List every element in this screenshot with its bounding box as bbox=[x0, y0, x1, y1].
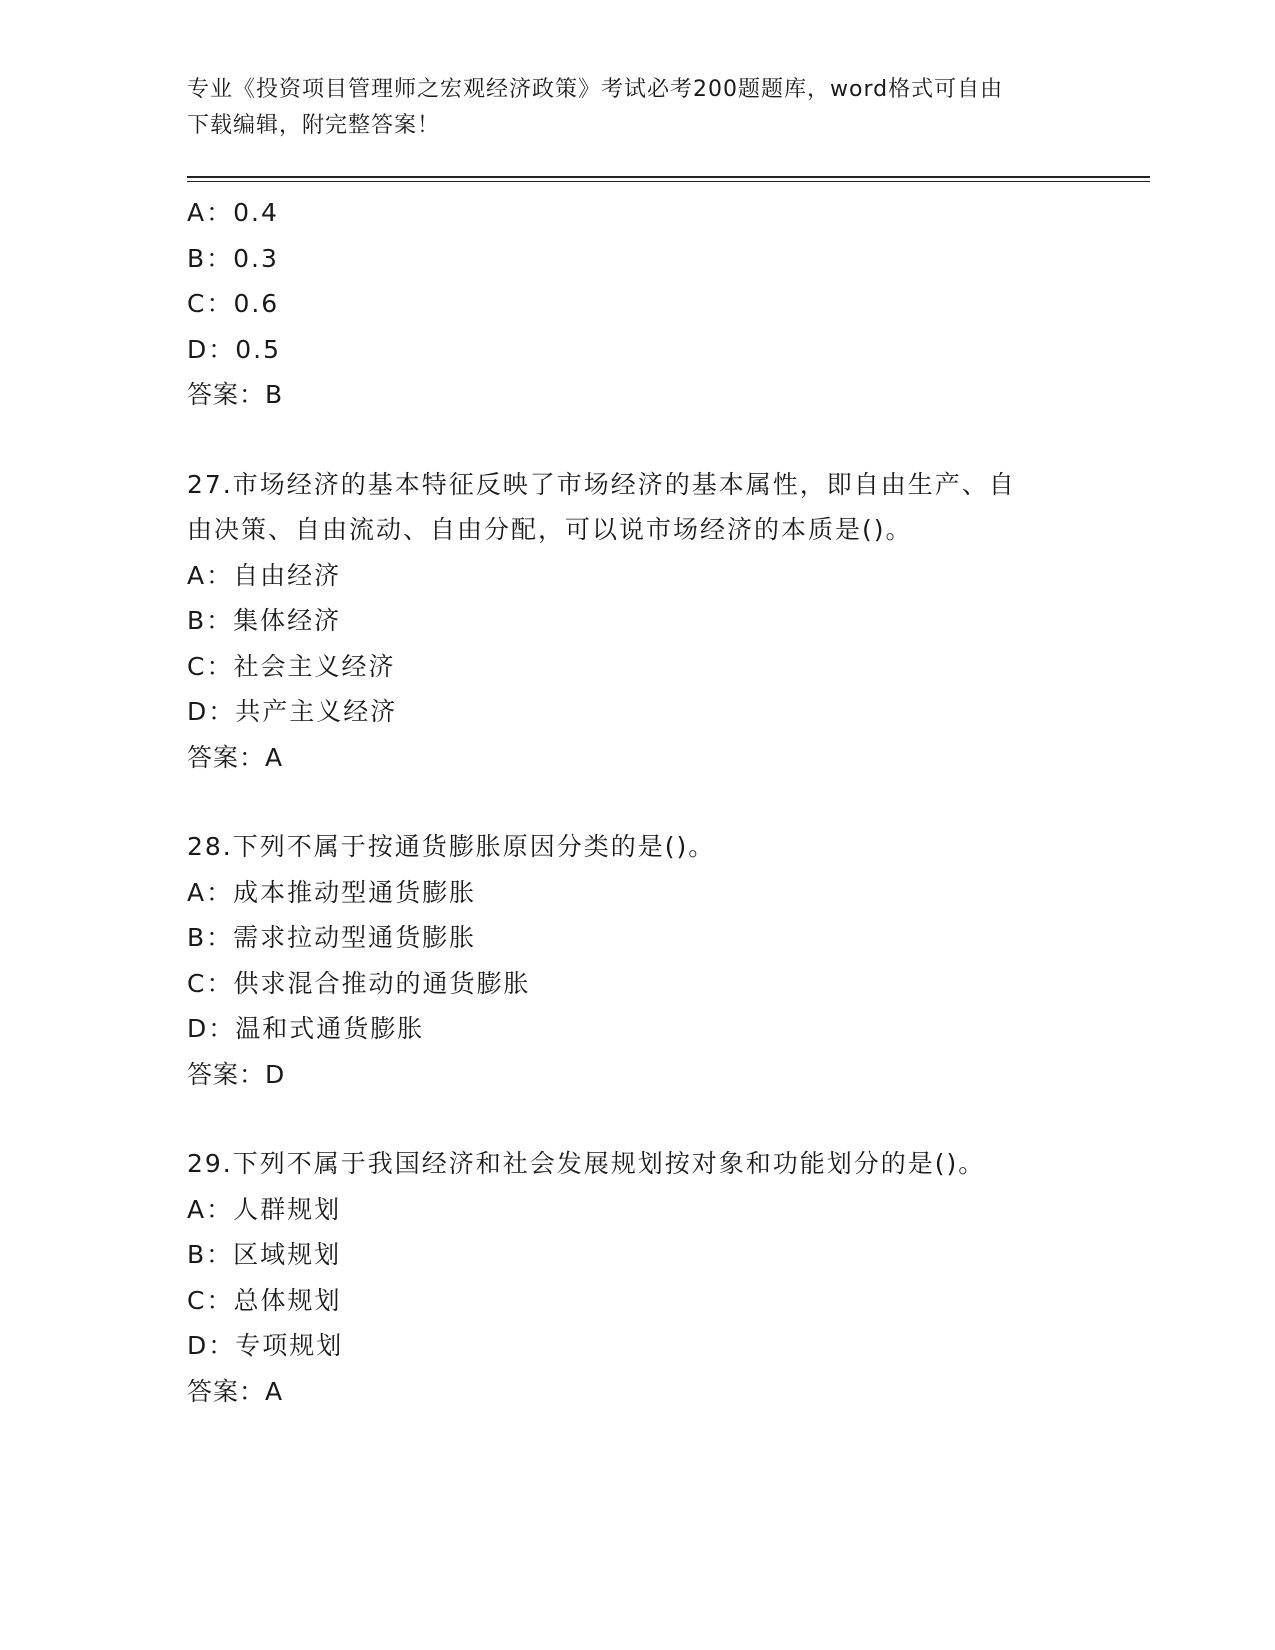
header-divider-thin bbox=[187, 181, 1150, 182]
answer-line: 答案：A bbox=[187, 742, 284, 772]
question-text-line-2: 由决策、自由流动、自由分配，可以说市场经济的本质是()。 bbox=[187, 515, 913, 544]
question-block-27 bbox=[187, 462, 1087, 781]
option-d: D：0.5 bbox=[187, 334, 282, 364]
option-d: D：共产主义经济 bbox=[187, 697, 398, 726]
question-text-line-1: 28.下列不属于按通货膨胀原因分类的是()。 bbox=[187, 832, 716, 861]
question-block-29 bbox=[187, 1141, 1087, 1414]
question-block-28 bbox=[187, 824, 1087, 1097]
answer-line: 答案：D bbox=[187, 1059, 286, 1089]
header-line-2: 下载编辑，附完整答案！ bbox=[187, 113, 441, 138]
option-d: D：专项规划 bbox=[187, 1331, 344, 1360]
option-a: A：成本推动型通货膨胀 bbox=[187, 877, 477, 907]
option-b: B：集体经济 bbox=[187, 606, 342, 635]
option-c: C：0.6 bbox=[187, 289, 280, 318]
option-a: A：人群规划 bbox=[187, 1194, 342, 1224]
option-a: A：自由经济 bbox=[187, 560, 342, 590]
option-d: D：温和式通货膨胀 bbox=[187, 1014, 425, 1043]
option-b: B：需求拉动型通货膨胀 bbox=[187, 923, 477, 952]
option-b: B：区域规划 bbox=[187, 1240, 342, 1269]
question-block-26 bbox=[187, 190, 1087, 418]
question-text-line-1: 29.下列不属于我国经济和社会发展规划按对象和功能划分的是()。 bbox=[187, 1149, 986, 1178]
document-header bbox=[187, 72, 1087, 144]
question-text-line-1: 27.市场经济的基本特征反映了市场经济的基本属性，即自由生产、自 bbox=[187, 469, 1016, 499]
spacer bbox=[187, 1097, 1087, 1141]
header-line-1: 专业《投资项目管理师之宏观经济政策》考试必考200题题库，word格式可自由 bbox=[187, 77, 1004, 102]
option-a: A：0.4 bbox=[187, 198, 279, 227]
answer-line: 答案：B bbox=[187, 380, 284, 409]
question-list bbox=[187, 190, 1087, 1414]
option-c: C：总体规划 bbox=[187, 1285, 342, 1315]
header-divider-thick bbox=[187, 176, 1150, 178]
spacer bbox=[187, 780, 1087, 824]
option-c: C：供求混合推动的通货膨胀 bbox=[187, 968, 531, 998]
spacer bbox=[187, 418, 1087, 462]
answer-line: 答案：A bbox=[187, 1376, 284, 1406]
option-c: C：社会主义经济 bbox=[187, 651, 396, 681]
option-b: B：0.3 bbox=[187, 243, 279, 273]
